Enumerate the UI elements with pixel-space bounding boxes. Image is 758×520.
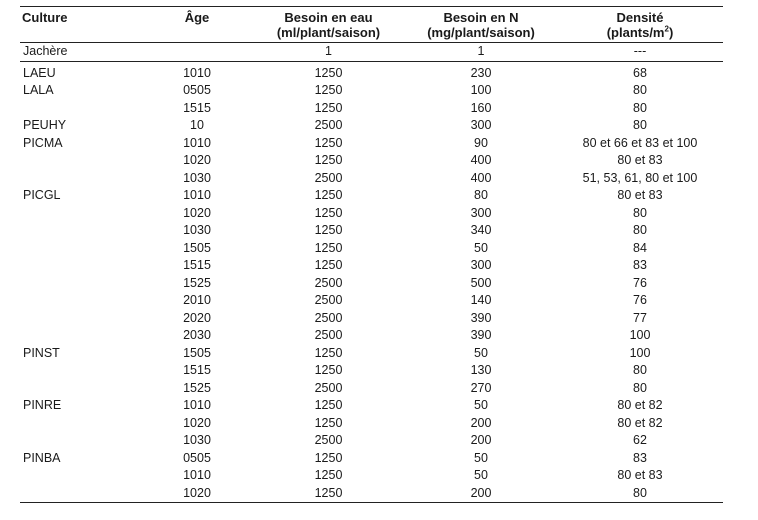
cell-culture: LALA xyxy=(23,83,54,97)
table-row xyxy=(20,485,723,503)
cell-culture: PINBA xyxy=(23,450,61,465)
cell-water-need: 1250 xyxy=(314,83,343,97)
cell-density: 80 xyxy=(633,83,647,97)
cell-water-need: 1250 xyxy=(314,188,343,202)
cell-water-need: 1250 xyxy=(314,398,343,412)
cell-n-need: 300 xyxy=(470,118,492,132)
crop-requirements-table xyxy=(20,6,723,503)
cell-n-need: 340 xyxy=(470,223,492,237)
cell-density: 84 xyxy=(633,240,647,255)
cell-n-need: 100 xyxy=(470,83,492,97)
cell-density: 80 et 83 xyxy=(617,188,663,202)
cell-density: 62 xyxy=(633,433,647,447)
cell-culture xyxy=(20,275,142,293)
cell-culture xyxy=(20,415,142,433)
header-n-line2: (mg/plant/saison) xyxy=(427,25,535,40)
cell-n-need: 400 xyxy=(470,170,492,185)
cell-water-need: 1250 xyxy=(314,450,343,465)
cell-n-need: 300 xyxy=(470,258,492,272)
cell-water-need: 2500 xyxy=(314,433,343,447)
header-water-need xyxy=(252,7,405,43)
cell-n-need: 200 xyxy=(470,415,492,430)
cell-water-need: 1250 xyxy=(314,65,343,80)
cell-n-need: 230 xyxy=(470,65,492,80)
cell-age: 0505 xyxy=(183,450,211,465)
cell-age: 10 xyxy=(190,118,204,132)
cell-age: 1030 xyxy=(183,433,211,447)
cell-culture xyxy=(20,380,142,398)
cell-water-need: 1250 xyxy=(314,223,343,237)
cell-n-need: 50 xyxy=(474,345,488,360)
cell-n-need: 90 xyxy=(474,135,488,150)
table-row xyxy=(20,222,723,240)
cell-density: 76 xyxy=(633,275,647,290)
cell-water-need: 2500 xyxy=(314,328,343,342)
cell-density: 80 xyxy=(633,118,647,132)
table-row xyxy=(20,275,723,293)
cell-density: 80 et 83 xyxy=(617,153,663,167)
cell-water-need: 2500 xyxy=(314,310,343,325)
cell-density: 80 xyxy=(633,363,647,377)
cell-age: 1030 xyxy=(183,170,211,185)
cell-n-need: 130 xyxy=(470,363,492,377)
table-body xyxy=(20,43,723,503)
cell-water-need: 1250 xyxy=(314,363,343,377)
cell-water-need: 1250 xyxy=(314,100,343,115)
cell-n-need: 400 xyxy=(470,153,492,167)
cell-age: 1020 xyxy=(183,205,211,220)
table-row xyxy=(20,205,723,223)
cell-density: 68 xyxy=(633,65,647,80)
cell-age: 1515 xyxy=(183,100,211,115)
cell-water-need: 1250 xyxy=(314,153,343,167)
cell-culture: PINRE xyxy=(23,398,62,412)
table-row xyxy=(20,397,723,415)
table-row xyxy=(20,380,723,398)
cell-n-need: 140 xyxy=(470,293,492,307)
cell-n-need: 300 xyxy=(470,205,492,220)
table-row xyxy=(20,117,723,135)
cell-water-need: 2500 xyxy=(314,380,343,395)
cell-n-need: 390 xyxy=(470,328,492,342)
cell-culture xyxy=(20,362,142,380)
cell-water-need: 1250 xyxy=(252,485,405,503)
cell-age: 0505 xyxy=(183,83,211,97)
table-row xyxy=(20,310,723,328)
table-row xyxy=(20,100,723,118)
table-row xyxy=(20,135,723,153)
cell-water-need: 1250 xyxy=(314,135,343,150)
cell-culture xyxy=(20,100,142,118)
cell-density: 80 xyxy=(633,100,647,115)
table-row xyxy=(20,170,723,188)
cell-density: 100 xyxy=(629,345,651,360)
cell-culture xyxy=(20,310,142,328)
header-water-line2: (ml/plant/saison) xyxy=(276,25,381,40)
cell-water-need: 2500 xyxy=(314,118,343,132)
cell-density: 83 xyxy=(633,450,647,465)
table-row xyxy=(20,82,723,100)
cell-density: 80 xyxy=(633,380,647,395)
table-row xyxy=(20,362,723,380)
table-row xyxy=(20,292,723,310)
table-row xyxy=(20,467,723,485)
header-n-need xyxy=(405,7,557,43)
cell-age: 1010 xyxy=(183,468,211,482)
table-row xyxy=(20,450,723,468)
table-row xyxy=(20,43,723,62)
header-density xyxy=(557,7,723,43)
cell-density: 76 xyxy=(633,293,647,307)
cell-density: --- xyxy=(557,43,723,62)
cell-age: 1515 xyxy=(183,363,211,377)
cell-age: 1525 xyxy=(183,275,211,290)
cell-water-need: 1 xyxy=(252,43,405,62)
cell-n-need: 390 xyxy=(470,310,492,325)
cell-culture xyxy=(20,170,142,188)
cell-density: 51, 53, 61, 80 et 100 xyxy=(582,170,698,185)
cell-age: 1505 xyxy=(183,240,211,255)
cell-water-need: 1250 xyxy=(314,240,343,255)
cell-culture xyxy=(20,240,142,258)
cell-water-need: 2500 xyxy=(314,275,343,290)
cell-density: 77 xyxy=(633,310,647,325)
cell-age: 1010 xyxy=(183,135,211,150)
cell-age: 1525 xyxy=(183,380,211,395)
table-row xyxy=(20,257,723,275)
cell-culture xyxy=(20,222,142,240)
cell-n-need: 200 xyxy=(470,433,492,447)
table-row xyxy=(20,152,723,170)
cell-age: 1030 xyxy=(183,223,211,237)
cell-water-need: 1250 xyxy=(314,345,343,360)
cell-water-need: 1250 xyxy=(314,205,343,220)
cell-n-need: 1 xyxy=(405,43,557,62)
cell-age xyxy=(142,43,252,62)
header-age: Âge xyxy=(142,7,252,43)
cell-n-need: 500 xyxy=(470,275,492,290)
header-density-line2 xyxy=(557,25,723,40)
cell-culture xyxy=(20,327,142,345)
cell-age: 2030 xyxy=(183,328,211,342)
cell-water-need: 1250 xyxy=(314,468,343,482)
cell-age: 1010 xyxy=(183,188,211,202)
cell-density: 80 et 66 et 83 et 100 xyxy=(582,135,698,150)
cell-n-need: 50 xyxy=(474,398,488,412)
cell-age: 1505 xyxy=(183,345,211,360)
cell-n-need: 50 xyxy=(474,468,488,482)
cell-density: 80 xyxy=(557,485,723,503)
table-row xyxy=(20,345,723,363)
cell-culture xyxy=(20,432,142,450)
cell-age: 2010 xyxy=(183,293,211,307)
header-density-line1: Densité xyxy=(616,10,664,25)
cell-culture xyxy=(20,257,142,275)
cell-age: 1020 xyxy=(183,415,211,430)
cell-density: 80 et 82 xyxy=(617,398,663,412)
cell-culture: PICGL xyxy=(23,188,61,202)
cell-n-need: 200 xyxy=(405,485,557,503)
cell-water-need: 1250 xyxy=(314,415,343,430)
table-row xyxy=(20,240,723,258)
cell-culture xyxy=(20,485,142,503)
cell-age: 1515 xyxy=(183,258,211,272)
header-water-line1: Besoin en eau xyxy=(284,10,373,25)
cell-age: 2020 xyxy=(183,310,211,325)
cell-density: 80 et 82 xyxy=(617,415,663,430)
cell-age: 1010 xyxy=(183,65,211,80)
table-row xyxy=(20,187,723,205)
cell-density: 83 xyxy=(633,258,647,272)
header-density-unit: (plants/m xyxy=(606,25,665,40)
cell-culture: PICMA xyxy=(23,135,63,150)
cell-n-need: 160 xyxy=(470,100,492,115)
cell-density: 80 xyxy=(633,223,647,237)
cell-culture: PEUHY xyxy=(23,118,67,132)
cell-density: 100 xyxy=(629,328,651,342)
table-row xyxy=(20,432,723,450)
cell-culture xyxy=(20,467,142,485)
cell-n-need: 80 xyxy=(474,188,488,202)
cell-water-need: 1250 xyxy=(314,258,343,272)
header-density-close: ) xyxy=(668,25,674,40)
header-n-line1: Besoin en N xyxy=(443,10,519,25)
header-culture: Culture xyxy=(20,7,142,43)
table-row xyxy=(20,327,723,345)
cell-density: 80 xyxy=(633,205,647,220)
cell-water-need: 2500 xyxy=(314,170,343,185)
cell-age: 1010 xyxy=(183,398,211,412)
cell-culture: LAEU xyxy=(23,65,56,80)
cell-age: 1020 xyxy=(183,153,211,167)
table-row xyxy=(20,415,723,433)
table-header xyxy=(20,7,723,43)
cell-culture: Jachère xyxy=(20,43,142,62)
cell-culture xyxy=(20,152,142,170)
table-row xyxy=(20,61,723,82)
cell-n-need: 270 xyxy=(470,380,492,395)
header-density-exponent: 2 xyxy=(664,24,669,34)
cell-culture xyxy=(20,205,142,223)
cell-density: 80 et 83 xyxy=(617,468,663,482)
cell-n-need: 50 xyxy=(474,240,488,255)
cell-n-need: 50 xyxy=(474,450,488,465)
cell-water-need: 2500 xyxy=(314,293,343,307)
cell-age: 1020 xyxy=(142,485,252,503)
cell-culture: PINST xyxy=(23,345,60,360)
cell-culture xyxy=(20,292,142,310)
